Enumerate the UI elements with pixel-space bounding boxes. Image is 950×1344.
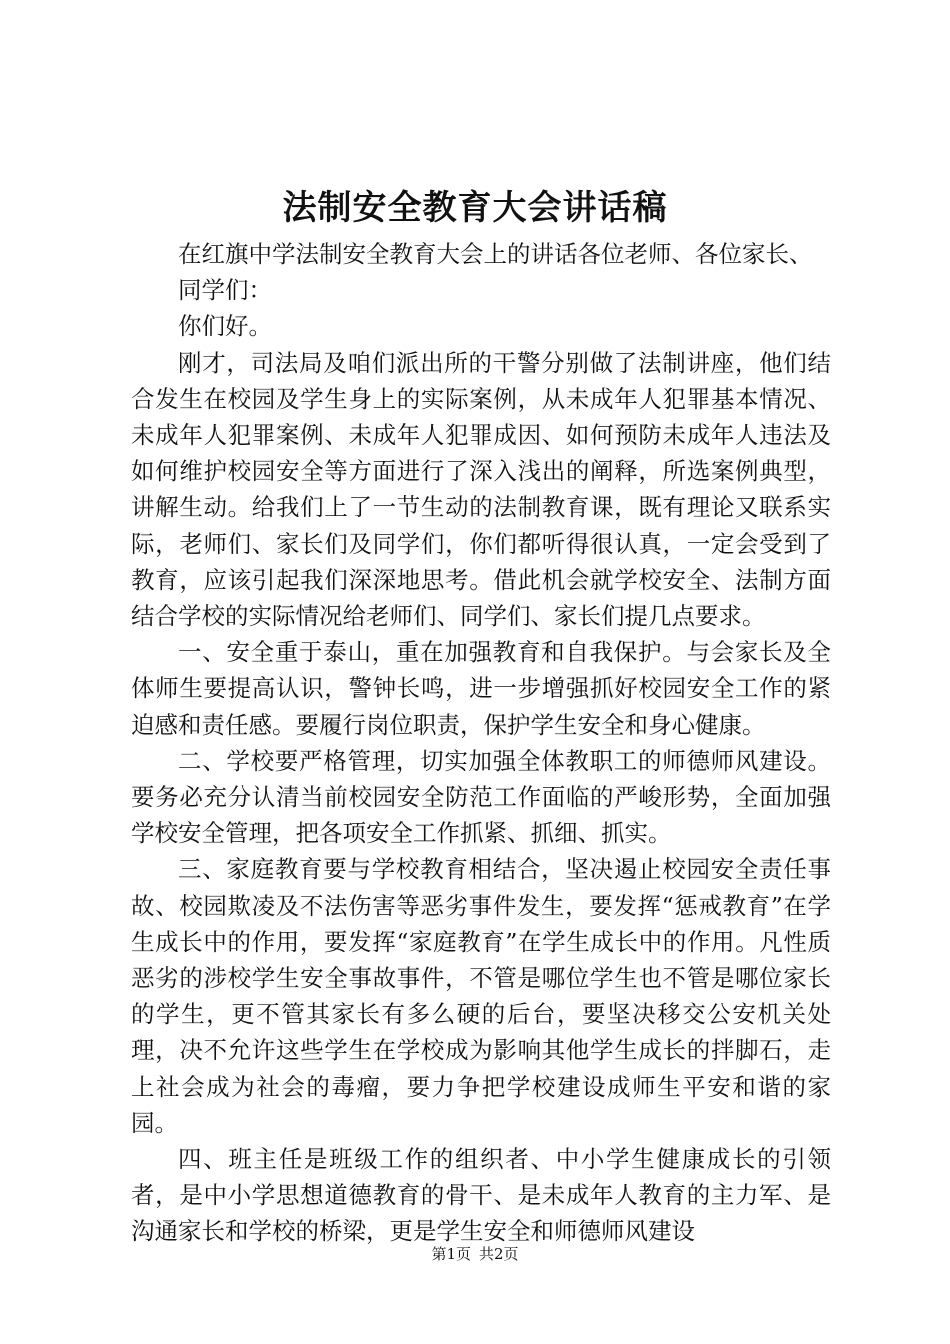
page-footer bbox=[0, 1244, 950, 1264]
page-number-current: 第1页 bbox=[431, 1245, 471, 1263]
paragraph: 你们好。 bbox=[178, 312, 272, 341]
paragraph: 二、学校要严格管理，切实加强全体教职工的师德师风建设。要务必充分认清当前校园安全防范工作面临的严峻形势，全面加强学校安全管理，把各项安全工作抓紧、抓细、抓实。 bbox=[131, 746, 831, 848]
paragraph: 刚才，司法局及咱们派出所的干警分别做了法制讲座，他们结合发生在校园及学生身上的实际案例，从未成年人犯罪基本情况、未成年人犯罪案例、未成年人犯罪成因、如何预防未成年人违法及如何维护校园安全等方面进行了深入浅出的阐释，所选案例典型，讲解生动。给我们上了一节生动的法制教育课，既有理论又联系实际，老师们、家长们及同学们，你们都听得很认真，一定会受到了教育，应该引起我们深深地思考。借此机会就学校安全、法制方面结合学校的实际情况给老师们、同学们、家长们提几点要求。 bbox=[131, 348, 831, 631]
document-title: 法制安全教育大会讲话稿 bbox=[282, 188, 668, 228]
paragraph: 同学们： bbox=[178, 276, 272, 305]
page-number-total: 共2页 bbox=[479, 1245, 519, 1263]
paragraph: 一、安全重于泰山，重在加强教育和自我保护。与会家长及全体师生要提高认识，警钟长鸣，进一步增强抓好校园安全工作的紧迫感和责任感。要履行岗位职责，保护学生安全和身心健康。 bbox=[131, 638, 831, 739]
paragraph: 三、家庭教育要与学校教育相结合，坚决遏止校园安全责任事故、校园欺凌及不法伤害等恶劣事件发生，要发挥“惩戒教育”在学生成长中的作用，要发挥“家庭教育”在学生成长中的作用。凡性质恶劣的涉校学生安全事故事件，不管是哪位学生也不管是哪位家长的学生，更不管其家长有多么硬的后台，要坚决移交公安机关处理，决不允许这些学生在学校成为影响其他学生成长的拌脚石，走上社会成为社会的毒瘤，要力争把学校建设成师生平安和谐的家园。 bbox=[131, 855, 831, 1137]
paragraph: 四、班主任是班级工作的组织者、中小学生健康成长的引领者，是中小学思想道德教育的骨干、是未成年人教育的主力军、是沟通家长和学校的桥梁，更是学生安全和师德师风建设 bbox=[131, 1145, 831, 1246]
paragraph: 在红旗中学法制安全教育大会上的讲话各位老师、各位家长、 bbox=[178, 240, 813, 268]
document-body bbox=[131, 236, 831, 1250]
